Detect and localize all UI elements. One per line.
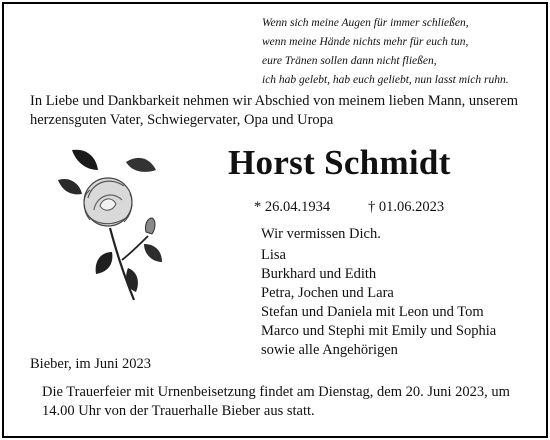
mourner: Stefan und Daniela mit Leon und Tom bbox=[261, 304, 484, 320]
deceased-name: Horst Schmidt bbox=[228, 143, 451, 182]
poem-line: eure Tränen sollen dann nicht fließen, bbox=[262, 55, 437, 67]
mourner: Marco und Stephi mit Emily und Sophia bbox=[261, 323, 497, 339]
mourners-list bbox=[261, 246, 496, 360]
intro-text: In Liebe und Dankbarkeit nehmen wir Abschied von meinem lieben Mann, unserem herzensguten Vater, Schwiegervater, Opa und Uropa bbox=[30, 93, 519, 128]
poem-line: wenn meine Hände nichts mehr für euch tun, bbox=[262, 36, 469, 48]
mourner: Petra, Jochen und Lara bbox=[261, 285, 394, 301]
life-dates bbox=[254, 199, 445, 216]
rose-image bbox=[52, 140, 172, 305]
birth-date: * 26.04.1934 bbox=[254, 199, 331, 215]
place-date: Bieber, im Juni 2023 bbox=[30, 356, 152, 372]
mourner: sowie alle Angehörigen bbox=[261, 342, 398, 358]
miss-line: Wir vermissen Dich. bbox=[261, 226, 381, 242]
mourner: Burkhard und Edith bbox=[261, 266, 377, 282]
poem-line: Wenn sich meine Augen für immer schließen, bbox=[262, 17, 469, 29]
poem-line: ich hab gelebt, hab euch geliebt, nun lasst mich ruhn. bbox=[262, 74, 509, 86]
death-date: † 01.06.2023 bbox=[368, 199, 445, 215]
funeral-info: Die Trauerfeier mit Urnenbeisetzung findet am Dienstag, dem 20. Juni 2023, um 14.00 Uhr von der Trauerhalle Bieber aus statt. bbox=[42, 384, 510, 419]
poem bbox=[262, 14, 542, 90]
mourner: Lisa bbox=[261, 247, 286, 263]
